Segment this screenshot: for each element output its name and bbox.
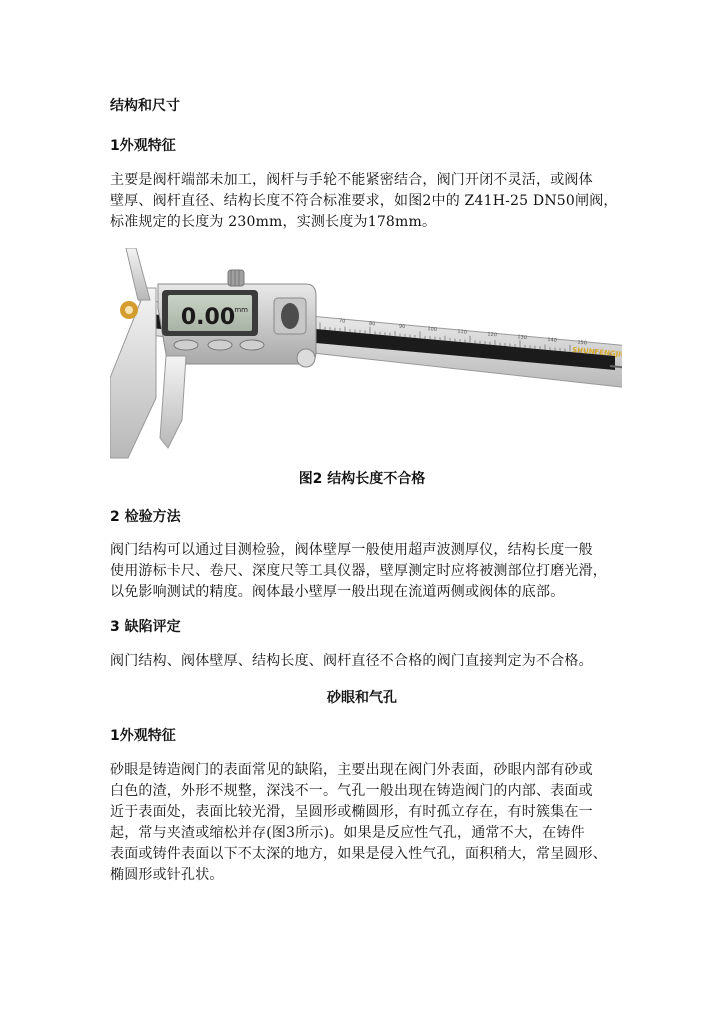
scale-number: 130 bbox=[517, 334, 528, 342]
subsection-title-appearance: 1外观特征 bbox=[110, 138, 176, 154]
text-line: 阀门结构、阀体壁厚、结构长度、阀杆直径不合格的阀门直接判定为不合格。 bbox=[110, 653, 593, 669]
subsection-title-appearance-2: 1外观特征 bbox=[110, 728, 176, 744]
text-line: 以免影响测试的精度。阀体最小壁厚一般出现在流道两侧或阀体的底部。 bbox=[110, 584, 565, 600]
caliper-illustration bbox=[110, 248, 622, 460]
scale-number: 70 bbox=[338, 318, 346, 325]
caliper-photo bbox=[110, 248, 622, 460]
text-line: 白色的渣，外形不规整，深浅不一。气孔一般出现在铸造阀门的内部、表面或 bbox=[110, 783, 593, 799]
text-line: 壁厚、阀杆直径、结构长度不符合标准要求，如图2中的 Z41H-25 DN50闸阀， bbox=[110, 193, 618, 209]
text-line: 椭圆形或针孔状。 bbox=[110, 867, 224, 883]
lcd-reading: 0.00 bbox=[180, 305, 236, 330]
text-line: 近于表面处，表面比较光滑，呈圆形或椭圆形，有时孤立存在，有时簇集在一 bbox=[110, 804, 593, 820]
paragraph-inspection bbox=[110, 540, 620, 603]
text-line: 使用游标卡尺、卷尺、深度尺等工具仪器，壁厚测定时应将被测部位打磨光滑， bbox=[110, 563, 607, 579]
text-line: 砂眼是铸造阀门的表面常见的缺陷，主要出现在阀门外表面，砂眼内部有砂或 bbox=[110, 762, 593, 778]
scale-number: 110 bbox=[457, 328, 468, 336]
scale-number: 80 bbox=[368, 320, 376, 328]
scale-number: 90 bbox=[398, 323, 406, 331]
lcd-unit: mm bbox=[234, 306, 248, 314]
section-title-sandhole: 砂眼和气孔 bbox=[327, 690, 397, 706]
section-title-structure: 结构和尺寸 bbox=[110, 98, 180, 114]
text-line: 主要是阀杆端部未加工，阀杆与手轮不能紧密结合，阀门开闭不灵活，或阀体 bbox=[110, 172, 593, 188]
scale-number: 150 bbox=[577, 339, 588, 347]
subsection-title-evaluation: 3 缺陷评定 bbox=[110, 619, 181, 635]
scale-number: 100 bbox=[427, 326, 438, 333]
text-line: 阀门结构可以通过目测检验，阀体壁厚一般使用超声波测厚仪，结构长度一般 bbox=[110, 542, 593, 558]
scale-number: 120 bbox=[487, 331, 498, 339]
subsection-title-inspection: 2 检验方法 bbox=[110, 509, 181, 525]
brand-label: SHUNFENGJIN bbox=[571, 346, 622, 359]
text-line: 标准规定的长度为 230mm，实测长度为178mm。 bbox=[110, 214, 437, 230]
paragraph-evaluation bbox=[110, 651, 620, 672]
text-line: 表面或铸件表面以下不太深的地方，如果是侵入性气孔，面积稍大，常呈圆形、 bbox=[110, 846, 607, 862]
figure-caption: 图2 结构长度不合格 bbox=[298, 471, 426, 487]
paragraph-sandhole bbox=[110, 760, 620, 886]
text-line: 起，常与夹渣或缩松并存(图3所示)。如果是反应性气孔，通常不大，在铸件 bbox=[110, 825, 585, 841]
scale-number: 140 bbox=[547, 336, 558, 344]
paragraph-appearance bbox=[110, 170, 620, 233]
